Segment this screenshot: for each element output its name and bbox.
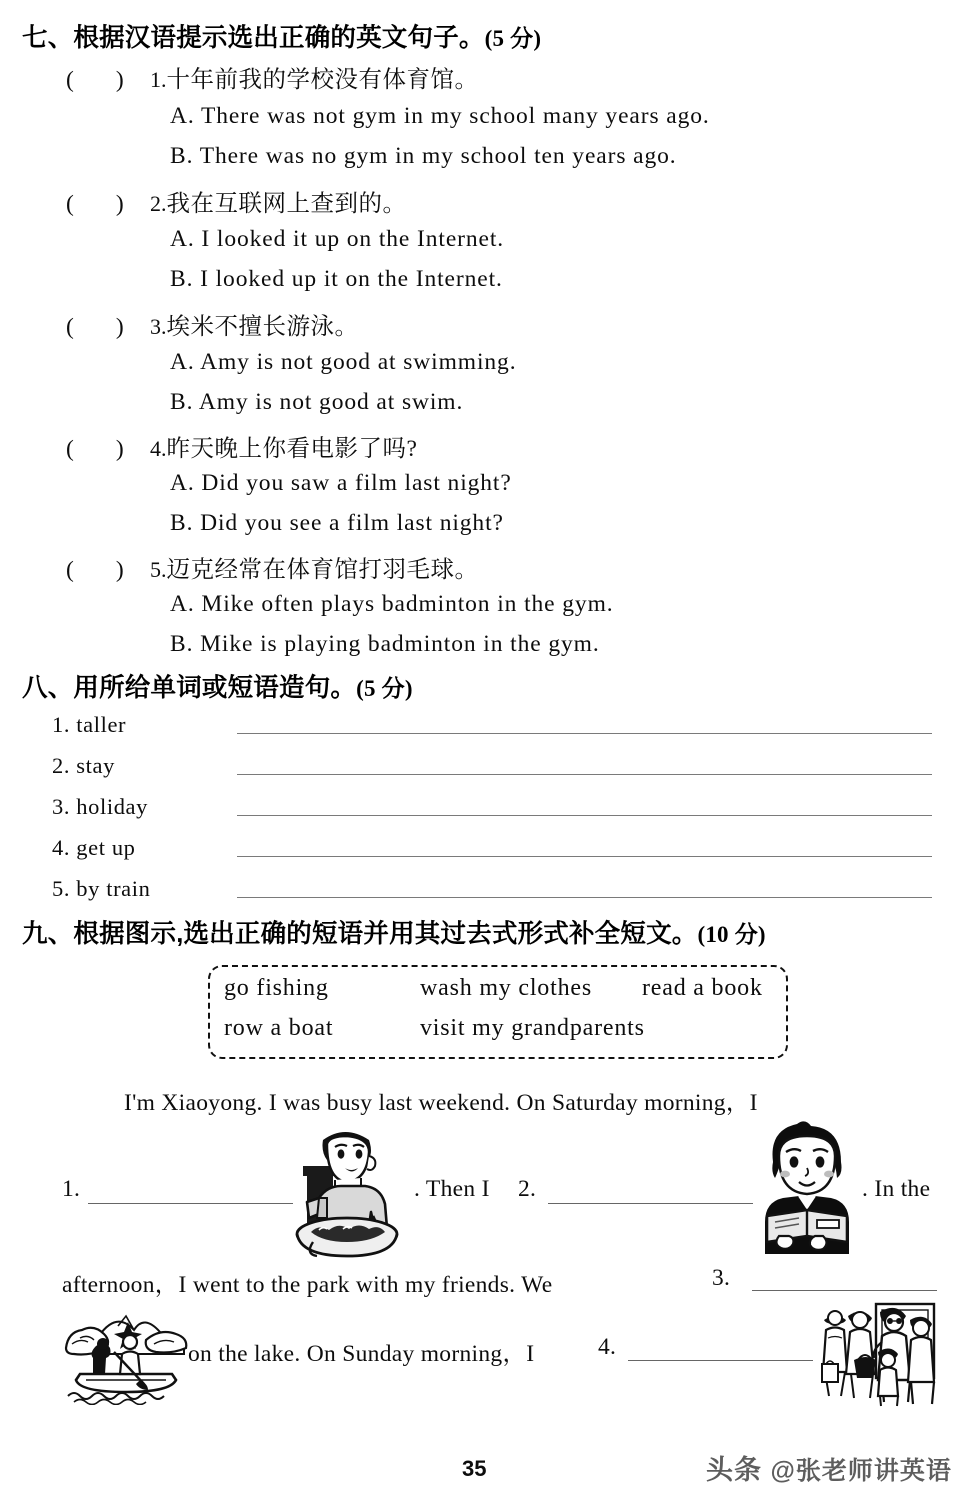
question-row-2: [66, 184, 407, 218]
sentence-item-2-answer-line[interactable]: [237, 773, 932, 775]
section-9-heading: [22, 914, 766, 950]
phrase-go-fishing[interactable]: go fishing: [224, 975, 329, 1001]
passage-after-pic-3-text: on the lake. On Sunday morning，I: [188, 1341, 535, 1367]
question-3-option-a[interactable]: A. Amy is not good at swimming.: [170, 349, 517, 375]
passage-blank-2-number: 2.: [518, 1176, 537, 1202]
phrase-bank-box: [208, 965, 788, 1059]
phrase-visit-my-grandparents[interactable]: visit my grandparents: [420, 1015, 645, 1041]
section-9-points: (10 分): [697, 922, 766, 947]
sentence-item-3-answer-line[interactable]: [237, 814, 932, 816]
question-number-5: 5.: [150, 557, 167, 582]
question-1-option-b[interactable]: B. There was no gym in my school ten years ago.: [170, 143, 677, 169]
passage-line-1: I'm Xiaoyong. I was busy last weekend. On Saturday morning，I: [124, 1090, 758, 1116]
passage-blank-1-number: 1.: [62, 1176, 81, 1202]
sentence-item-5-label: 5. by train: [52, 876, 151, 901]
question-row-3: [66, 307, 359, 341]
question-number-1: 1.: [150, 67, 167, 92]
answer-bracket-1[interactable]: ( ): [66, 67, 124, 93]
question-prompt-1: 十年前我的学校没有体育馆。: [166, 67, 479, 93]
read-book-illustration: [757, 1118, 857, 1260]
question-row-1: [66, 60, 479, 94]
question-prompt-5: 迈克经常在体育馆打羽毛球。: [166, 557, 479, 583]
question-number-3: 3.: [150, 314, 167, 339]
sentence-item-4: [52, 835, 932, 861]
sentence-item-3: [52, 794, 932, 820]
phrase-row-a-boat[interactable]: row a boat: [224, 1015, 334, 1041]
passage-blank-2-line[interactable]: [548, 1203, 753, 1204]
question-3-option-b[interactable]: B. Amy is not good at swim.: [170, 389, 464, 415]
phrase-bank-row-1: [224, 975, 776, 1002]
sentence-item-3-label: 3. holiday: [52, 794, 148, 819]
sentence-item-5-answer-line[interactable]: [237, 896, 932, 898]
phrase-read-a-book[interactable]: read a book: [642, 975, 763, 1001]
question-1-option-a[interactable]: A. There was not gym in my school many years ago.: [170, 103, 710, 129]
question-row-5: [66, 550, 479, 584]
sentence-item-1-label: 1. taller: [52, 712, 127, 737]
answer-bracket-3[interactable]: ( ): [66, 314, 124, 340]
sentence-item-4-label: 4. get up: [52, 835, 136, 860]
page-number: 35: [462, 1456, 487, 1481]
question-5-option-a[interactable]: A. Mike often plays badminton in the gym.: [170, 591, 614, 617]
answer-bracket-5[interactable]: ( ): [66, 557, 124, 583]
passage-blank-3-line[interactable]: [752, 1290, 937, 1291]
question-number-2: 2.: [150, 191, 167, 216]
watermark: [706, 1448, 952, 1487]
passage-blank-4-number: 4.: [598, 1334, 617, 1360]
question-4-option-a[interactable]: A. Did you saw a film last night?: [170, 470, 512, 496]
section-7-heading-text: 七、根据汉语提示选出正确的英文句子。: [22, 24, 485, 52]
section-7-heading: [22, 18, 541, 54]
passage-blank-1-line[interactable]: [88, 1203, 293, 1204]
sentence-item-1: [52, 712, 932, 738]
question-prompt-4: 昨天晚上你看电影了吗?: [166, 436, 418, 462]
phrase-wash-my-clothes[interactable]: wash my clothes: [420, 975, 592, 1001]
answer-bracket-4[interactable]: ( ): [66, 436, 124, 462]
question-prompt-2: 我在互联网上查到的。: [166, 191, 407, 217]
sentence-item-4-answer-line[interactable]: [237, 855, 932, 857]
section-8-points: (5 分): [356, 676, 413, 701]
passage-after-pic-2-text: . In the: [862, 1176, 931, 1202]
passage-line-3: afternoon，I went to the park with my friends. We: [62, 1272, 553, 1298]
watermark-prefix: 头条: [706, 1455, 762, 1485]
sentence-item-1-answer-line[interactable]: [237, 732, 932, 734]
section-8-heading: [22, 668, 413, 704]
section-7-points: (5 分): [484, 26, 542, 51]
passage-blank-3-number: 3.: [712, 1265, 731, 1291]
sentence-item-2: [52, 753, 932, 779]
sentence-item-2-label: 2. stay: [52, 753, 115, 778]
section-8-heading-text: 八、用所给单词或短语造句。: [22, 674, 357, 702]
section-9-heading-text: 九、根据图示,选出正确的短语并用其过去式形式补全短文。: [22, 920, 698, 948]
row-boat-illustration: [60, 1300, 192, 1405]
answer-bracket-2[interactable]: ( ): [66, 191, 124, 217]
question-prompt-3: 埃米不擅长游泳。: [166, 314, 359, 340]
question-5-option-b[interactable]: B. Mike is playing badminton in the gym.: [170, 631, 600, 657]
question-2-option-a[interactable]: A. I looked it up on the Internet.: [170, 226, 505, 252]
watermark-handle: @张老师讲英语: [770, 1457, 952, 1485]
passage-after-pic-1-text: . Then I: [414, 1176, 490, 1202]
question-4-option-b[interactable]: B. Did you see a film last night?: [170, 510, 504, 536]
wash-clothes-illustration: [283, 1122, 408, 1260]
visit-grandparents-illustration: [818, 1298, 940, 1408]
passage-blank-4-line[interactable]: [628, 1360, 813, 1361]
sentence-item-5: [52, 876, 932, 902]
phrase-bank-row-2: [224, 1015, 776, 1042]
question-number-4: 4.: [150, 436, 167, 461]
question-row-4: [66, 429, 417, 463]
question-2-option-b[interactable]: B. I looked up it on the Internet.: [170, 266, 503, 292]
